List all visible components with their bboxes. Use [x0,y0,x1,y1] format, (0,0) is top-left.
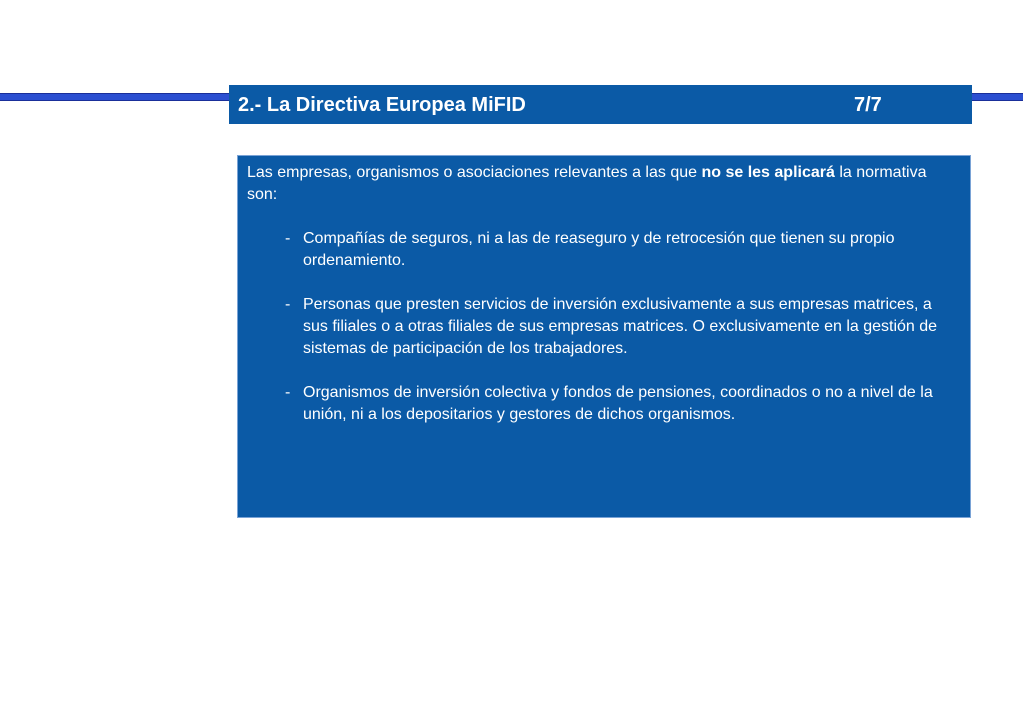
intro-paragraph [247,162,960,206]
title-bar [229,85,972,124]
list-item [247,228,960,272]
list-item-text: Personas que presten servicios de inversión exclusivamente a sus empresas matrices, a sus filiales o a otras filiales de sus empresas matrices. O exclusivamente en la gestión de sistemas de participación de los trabajadores. [303,296,938,357]
bullet-dash: - [285,230,291,247]
intro-text-end: la normativa son: [247,164,927,203]
slide-title: 2.- La Directiva Europea MiFID [238,94,526,116]
list-item-text: Organismos de inversión colectiva y fondos de pensiones, coordinados o no a nivel de la unión, ni a los depositarios y gestores de dichos organismos. [303,384,933,423]
header-rule-right [970,93,1023,101]
list-item [247,294,960,360]
bullet-dash: - [285,384,291,401]
list-item-text: Compañías de seguros, ni a las de reaseguro y de retrocesión que tienen su propio ordenamiento. [303,230,895,269]
intro-text-start: Las empresas, organismos o asociaciones relevantes a las que [247,164,702,181]
list-item [247,382,960,426]
exemption-list [247,228,960,426]
page-number: 7/7 [854,94,882,116]
header-rule-left [0,93,230,101]
bullet-dash: - [285,296,291,313]
intro-emphasis: no se les aplicará [701,164,835,181]
content-box [237,155,971,518]
